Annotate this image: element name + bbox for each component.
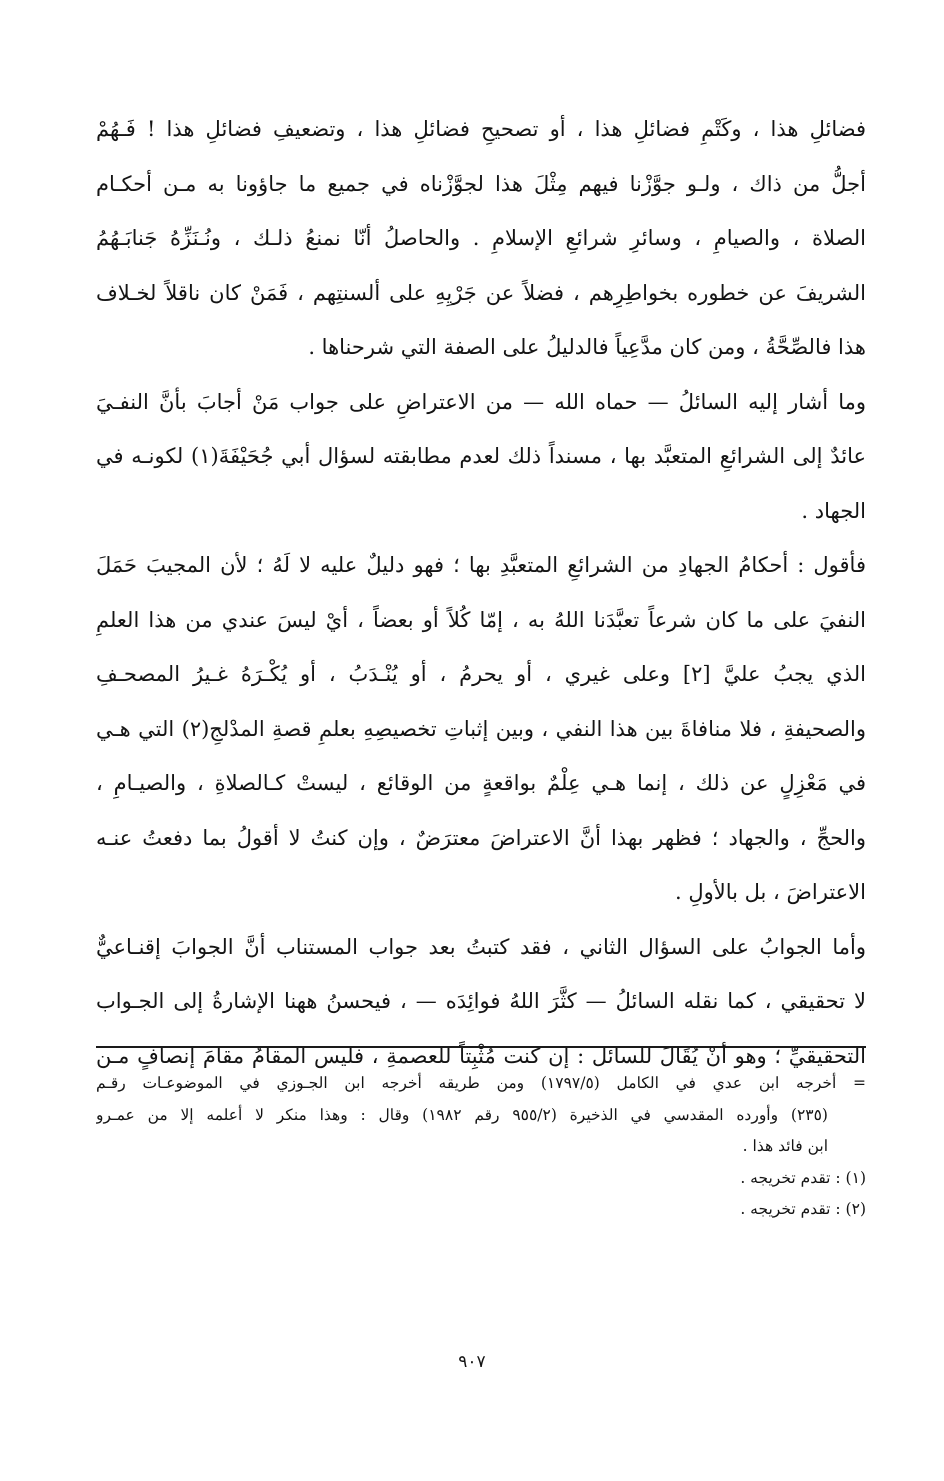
footnote-line: ابن فائد هذا . <box>742 1137 828 1155</box>
text-line: الاعتراضَ ، بل بالأولِ . <box>674 880 866 904</box>
main-text <box>96 102 866 1083</box>
text-line: الجهاد . <box>801 498 866 523</box>
footnote-line: (٢٣٥) وأورده المقدسي في الذخيرة (٩٥٥/٢ رقم ١٩٨٢) وقال : وهذا منكر لا أعلمه إلا من عمـرو <box>96 1105 828 1124</box>
page-number: ٩٠٧ <box>458 1352 486 1372</box>
text-line: وأما الجوابُ على السؤال الثاني ، فقد كتبتُ بعد جواب المستناب أنَّ الجوابَ إقنـاعيٌّ <box>96 934 866 959</box>
text-line: أجلُّ من ذاك ، ولـو جوَّزْنا فيهم مِثْلَ هذا لجوَّزْناه في جميع ما جاؤونا به مـن أحكـام <box>96 171 866 196</box>
footnotes <box>96 1068 866 1226</box>
footnote-line: = أخرجه ابن عدي في الكامل (١٧٩٧/٥) ومن طريقه أخرجه ابن الجـوزي في الموضوعـات رقـم <box>96 1074 866 1092</box>
text-line: والحجِّ ، والجهاد ؛ فظهر بهذا أنَّ الاعتراضَ معترَضٌ ، وإن كنتُ لا أقولُ بما دفعتُ عنـه <box>96 825 866 850</box>
text-line: التحقيقيِّ ؛ وهو أنْ يُقَالَ للسائل : إن كنت مُثْبِتاً للعصمةِ ، فليس المقامُ مقامَ إنصافٍ مـن <box>96 1043 866 1068</box>
footnote-divider <box>96 1046 866 1048</box>
text-line: وما أشار إليه السائلُ — حماه الله — من الاعتراضِ على جواب مَنْ أجابَ بأنَّ النفـيَ <box>96 389 866 414</box>
text-line: فأقول : أحكامُ الجهادِ من الشرائعِ المتعبَّدِ بها ؛ فهو دليلٌ عليه لا لَهُ ؛ لأن المجيبَ حَمَلَ <box>96 553 866 577</box>
text-line: الشريفَ عن خطوره بخواطِرِهم ، فضلاً عن جَرْيِهِ على ألسنتِهم ، فَمَنْ كان ناقلاً لخـلاف <box>96 280 866 305</box>
footnote-line: (٢) : تقدم تخريجه . <box>740 1200 866 1218</box>
text-line: النفيَ على ما كان شرعاً تعبَّدَنا اللهُ به ، إمّا كُلاً أو بعضاً ، أيْ ليسَ عندي من هذا العلمِ <box>96 607 866 632</box>
text-line: الصلاة ، والصيامِ ، وسائرِ شرائعِ الإسلامِ . والحاصلُ أنّا نمنعُ ذلـك ، ونُـنَزِّهُ جَنابَـهُمُ <box>96 226 866 250</box>
text-line: لا تحقيقي ، كما نقله السائلُ — كثَّرَ اللهُ فوائِدَه — ، فيحسنُ ههنا الإشارةُ إلى الجـواب <box>96 989 866 1013</box>
text-line: الذي يجبُ عليَّ [٢] وعلى غيري ، أو يحرمُ ، أو يُنْـدَبُ ، أو يُكْـرَهُ غـيرُ المصحـفِ <box>96 662 866 686</box>
footnote-line: (١) : تقدم تخريجه . <box>740 1168 866 1187</box>
text-line: في مَعْزِلٍ عن ذلك ، إنما هـي عِلْمٌ بواقعةٍ من الوقائع ، ليستْ كـالصلاةِ ، والصيـامِ ، <box>96 771 866 795</box>
text-line: هذا فالصِّحَّةُ ، ومن كان مدَّعِياً فالدليلُ على الصفة التي شرحناها . <box>308 335 866 359</box>
text-line: فضائلِ هذا ، وكَتْمِ فضائلِ هذا ، أو تصحيحِ فضائلِ هذا ، وتضعيفِ فضائلِ هذا ! فَـهُمْ <box>96 117 866 141</box>
text-line: والصحيفةِ ، فلا منافاةَ بين هذا النفي ، وبين إثباتِ تخصيصِهِ بعلمِ قصةِ المدْلجِ(٢) التي هـي <box>96 716 866 741</box>
text-line: عائدٌ إلى الشرائعِ المتعبَّد بها ، مسنداً ذلك لعدم مطابقته لسؤال أبي جُحَيْفَةَ(١) لكونـه في <box>96 444 866 468</box>
